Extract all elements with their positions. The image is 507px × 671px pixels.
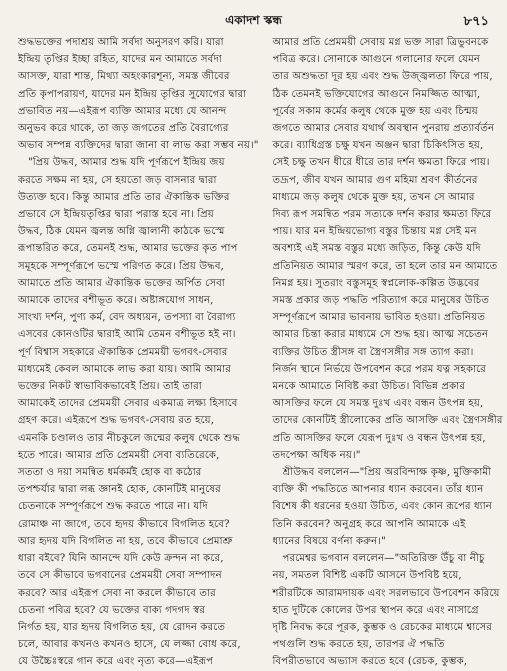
text-line: দিব্য রূপ সমন্বিত পরম সত্যকে দর্শন করার ক্ষমতা ফিরে (272, 209, 492, 221)
text-line: আমাকেই তাদের প্রেমময়ী সেবার একমাত্র লক্ষ্য হিসাবে (18, 398, 238, 410)
text-line: করতে সক্ষম না হয়, সে হয়তো জড় বাসনার দ্বারা (18, 174, 217, 186)
text-line: ঠিক তেমনই ভক্তিযোগের আগুনে নিমজ্জিত আত্মা, (272, 88, 481, 100)
text-line: আর হৃদয় যদি বিগলিত না হয়, তবে কীভাবে প্রেমাশ্রু (18, 535, 233, 547)
text-line: দৃষ্টি নিবদ্ধ করে পূরক, কুম্ভক ও রেচকের মাধ্যমে শ্বাসের (272, 621, 493, 633)
chapter-title: একাদশ স্কন্ধ (225, 13, 282, 27)
text-line: আসক্তির ফলে যে সমস্ত দুঃখ এবং বন্ধন উৎপন্ন হয়, (272, 398, 484, 410)
text-line: সাংখ্য দর্শন, পুণ্য কর্ম, বেদ অধ্যয়ন, তপস্যা বা বৈরাগ্য (18, 312, 236, 324)
text-line: মাধ্যমে জড় কলুষ থেকে মুক্ত হয়, তখন সে আমার (272, 191, 475, 203)
text-line: আমার চিন্তা করার মাধ্যমে সে শুদ্ধ হয়। আত্ম সচেতন (272, 329, 489, 341)
text-line: এসবের কোনওটির দ্বারাই আমি তেমন বশীভূত হই না। (18, 329, 236, 341)
text-line: ব্যক্তি কী পদ্ধতিতে আপনার ধ্যান করবেন। তাঁর ধ্যান (272, 484, 484, 496)
text-line: নিমগ্ন হয়। সুতরাং বস্তুসমূহ স্বপ্নলোক-কল্পিত উদ্ভবের (272, 277, 480, 289)
text-line: উদ্ধব, ঠিক যেমন জ্বলন্ত অগ্নি জ্বালানী কাঠকে ভস্মে (18, 226, 225, 238)
text-line: তপশ্চর্যার দ্বারা লব্ধ জ্ঞানই হোক, কোনটিই মানুষের (18, 484, 221, 496)
text-line: বিপরীতভাবে অভ্যাস করতে হবে (রেচক, কুম্ভক, (272, 656, 468, 668)
text-line: প্রতিনিয়ত আমার স্মরণ করে, তা হলে তার মন আমাতে (272, 260, 498, 272)
text-line: আমাকে তাদের বশীভূত করে। অষ্টাঙ্গযোগ সাধন, (18, 295, 214, 307)
running-header (0, 12, 507, 32)
page-number: ৮৭১ (463, 14, 489, 29)
text-line: পায়। যার মন ইন্দ্রিয়ভোগ্য বস্তুর চিন্তায় মগ্ন সেই মন (272, 226, 477, 238)
text-line: গ্রহণ করে। এইরূপে শুদ্ধ ভগবৎ-সেবায় রত হয়ে, (18, 415, 215, 427)
text-line: ধারা বইবে? যিনি আনন্দে যদি কেউ ক্রন্দন না করে, (18, 553, 224, 565)
text-line: ইন্দ্রিয় তৃপ্তির ইচ্ছা রহিত, যাদের মন আমাতে সর্বদা (18, 54, 222, 66)
right-column (273, 34, 503, 671)
text-line: এমনকি চণ্ডালও তার নীচকুলে জন্মের কলুষ থেকে শুদ্ধ (18, 432, 241, 444)
text-line: সম্পূর্ণরূপে আমার ভাবনায় ভাবিত হওয়া। প্রতিনিয়ত (272, 312, 486, 324)
text-line: প্রতি কৃপাপরায়ণ, যাদের মন ইন্দ্রিয় তৃপ্তির সুযোগের দ্বারা (18, 88, 247, 100)
text-line: ব্যক্তির উচিত স্ত্রীসঙ্গ বা স্ত্রৈণসঙ্গীর সঙ্গ ত্যাগ করা। (272, 346, 474, 358)
text-line: তদ্রূপ, জীব যখন আমার গুণ মহিমা শ্রবণ কীর্তনের (272, 174, 478, 186)
text-line: উত্যক্ত হবে। কিন্তু আমার প্রতি তার ঐকান্তিক ভক্তির (18, 191, 230, 203)
text-line: সেই চক্ষু তখন ধীরে ধীরে তার দর্শন ক্ষমতা ফিরে পায়। (272, 157, 490, 169)
text-line: "প্রিয় উদ্ধব, আমার শুদ্ধ যদি পূর্ণরূপে ইন্দ্রিয় জয় (28, 157, 225, 169)
text-line: ধ্যানের বিষয়ে বর্ণনা করুন।" (272, 535, 386, 547)
text-line: আমাতে প্রতি আমার ঐকান্তিক ভক্তের অর্পিত সেবা (18, 277, 225, 289)
text-line: অভাব সম্পন্ন ব্যক্তিদের দ্বারা জানা বা লাভ করা সম্ভব নয়।" (18, 140, 259, 152)
text-line: বিশেষ কী ধরনের হওয়া উচিত, এবং কোন রূপের ধ্যান (272, 501, 492, 513)
text-line: করবে? আর এইরূপ সেবা না করলে কীভাবে তার (18, 587, 216, 599)
text-line: হতে পারে। আমার প্রতি প্রেমময়ী সেবা ব্যতিরেকে, (18, 449, 220, 461)
text-line: মাধ্যমেই কেবল আমাকে লাভ করা যায়। আমি আমার (18, 363, 231, 375)
text-line: তবে সে কীভাবে ভগবানের প্রেমময়ী সেবা সম্পাদন (18, 570, 222, 582)
text-line: শ্রীউদ্ধব বললেন—"প্রিয় অরবিন্দাক্ষ কৃষ্ণ, মুক্তিকামী (282, 467, 492, 479)
text-line: তার অশুদ্ধতা দূর হয় এবং শুদ্ধ উজ্জ্বলতা ফিরে পায়, (272, 71, 493, 83)
text-line: পরমেশ্বর ভগবান বললেন—"অতিরিক্ত উঁচু বা নীচু (282, 553, 485, 565)
left-column (18, 34, 259, 671)
text-line: চেতনা পবিত্র হবে? যে ভক্তের বাক্য গদগদ স্বর (18, 604, 206, 616)
text-line: রূপান্তরিত করে, তেমনই শুদ্ধ, আমার ভক্তের কৃত পাপ (18, 243, 238, 255)
text-line: অবশ্যই এই সমস্ত বস্তুর মধ্যে জড়িত, কিন্তু কেউ যদি (272, 243, 481, 255)
text-line: সততা ও দয়া সমন্বিত ধর্মকর্মই হোক বা কঠোর (18, 467, 202, 479)
text-line: অনুভব করে থাকে, তা জড় জগতের প্রতি বৈরাগ্যের (18, 123, 229, 135)
text-line: করে। ব্যাধিগ্রস্ত চক্ষু যখন অঞ্জন দ্বারা চিকিৎসিত হয়, (272, 140, 484, 152)
text-line: প্রতি আসক্তির ফলে যেরূপ দুঃখ ও বন্ধন উৎপন্ন হয়, (272, 432, 486, 444)
text-line: পথগুলি শুদ্ধ করতে হয়, তারপর ঐ পদ্ধতি (272, 639, 445, 651)
text-line: জগতে আমার সেবার যথার্থ অবস্থান পুনরায় প্রত্যার্বর্তন (272, 123, 495, 135)
text-line: সমূহকে সম্পূর্ণরূপে ভস্মে পরিণত করে। প্রিয় উদ্ধব, (18, 260, 224, 272)
text-line: যে উচ্চৈঃস্বরে গান করে এবং নৃত্য করে—এইরূপ (18, 656, 214, 668)
text-line: নির্জন স্থানে নির্ভয়ে উপবেশন করে পরম যত্ন সহকারে (272, 363, 486, 375)
text-line: তাদের কোনটিই স্ত্রীলোকের প্রতি আসক্তি এবং স্ত্রৈণসঙ্গীর (272, 415, 503, 427)
text-line: নির্গত হয়, যার হৃদয় বিগলিত হয়, যে রোদন করতে (18, 621, 226, 633)
text-line: সমস্ত প্রকার জড় পদ্ধতি পরিত্যাগ করে মানুষের উচিত (272, 295, 490, 307)
text-line: পূর্ণ বিশ্বাস সহকারে ঐকান্তিক প্রেমময়ী ভগবৎ-সেবার (18, 346, 228, 358)
text-line: মনকে আমাতে নিবিষ্ট করা উচিত। বিভিন্ন প্রকার (272, 381, 466, 393)
text-columns (18, 34, 503, 668)
text-line: শরীরটিকে আরামদায়ক এবং সরলভাবে উপবেশন করিয়ে (272, 587, 500, 599)
text-line: হাত দুটিকে কোলের উপর স্থাপন করে এবং নাসাগ্রে (272, 604, 479, 616)
text-line: আমার প্রতি প্রেমময়ী সেবায় মগ্ন ভক্ত সারা ত্রিভুবনকে (272, 37, 489, 48)
text-line: পবিত্র করে। সোনাকে আগুনে গলানোর ফলে যেমন (272, 54, 481, 66)
text-line: রোমাঞ্চ না জাগে, তবে হৃদয় কীভাবে বিগলিত হবে? (18, 518, 230, 530)
text-line: প্রভাবিত নয়—এইরূপ ব্যক্তি আমার মধ্যে যে আনন্দ (18, 105, 227, 117)
text-line: তদপেক্ষা অধিক নয়।" (272, 449, 361, 461)
text-line: পূর্বের সকাম কর্মের কলুষ থেকে মুক্ত হয় এবং চিন্ময় (272, 105, 478, 117)
text-line: শুদ্ধভক্তের পদাশ্রয় আমি সর্বদা অনুসরণ করি। যারা (18, 37, 224, 48)
text-line: প্রভাবে সে ইন্দ্রিয়তৃপ্তির দ্বারা পরাস্ত হবে না। প্রিয় (18, 209, 214, 221)
text-line: নয়, সমতল বিশিষ্ট একটি আসনে উপবিষ্ট হয়ে, (272, 570, 462, 582)
text-line: চেতনাকে সম্পূর্ণরূপে শুদ্ধ করতে পারে না। যদি (18, 501, 208, 513)
text-line: তিনি করবেন? অনুগ্রহ করে আপনি আমাকে এই (272, 518, 466, 530)
text-line: চলে, আবার কখনও কখনও হাসে, যে লজ্জা বোধ করে, (18, 639, 241, 651)
text-line: ভক্তের নিকট স্বাভাবিকভাবেই প্রিয়। তাই তারা (18, 381, 202, 393)
text-line: আসক্ত, যারা শান্ত, মিথ্যা অহংকারশূন্য, সমস্ত জীবের (18, 71, 230, 83)
